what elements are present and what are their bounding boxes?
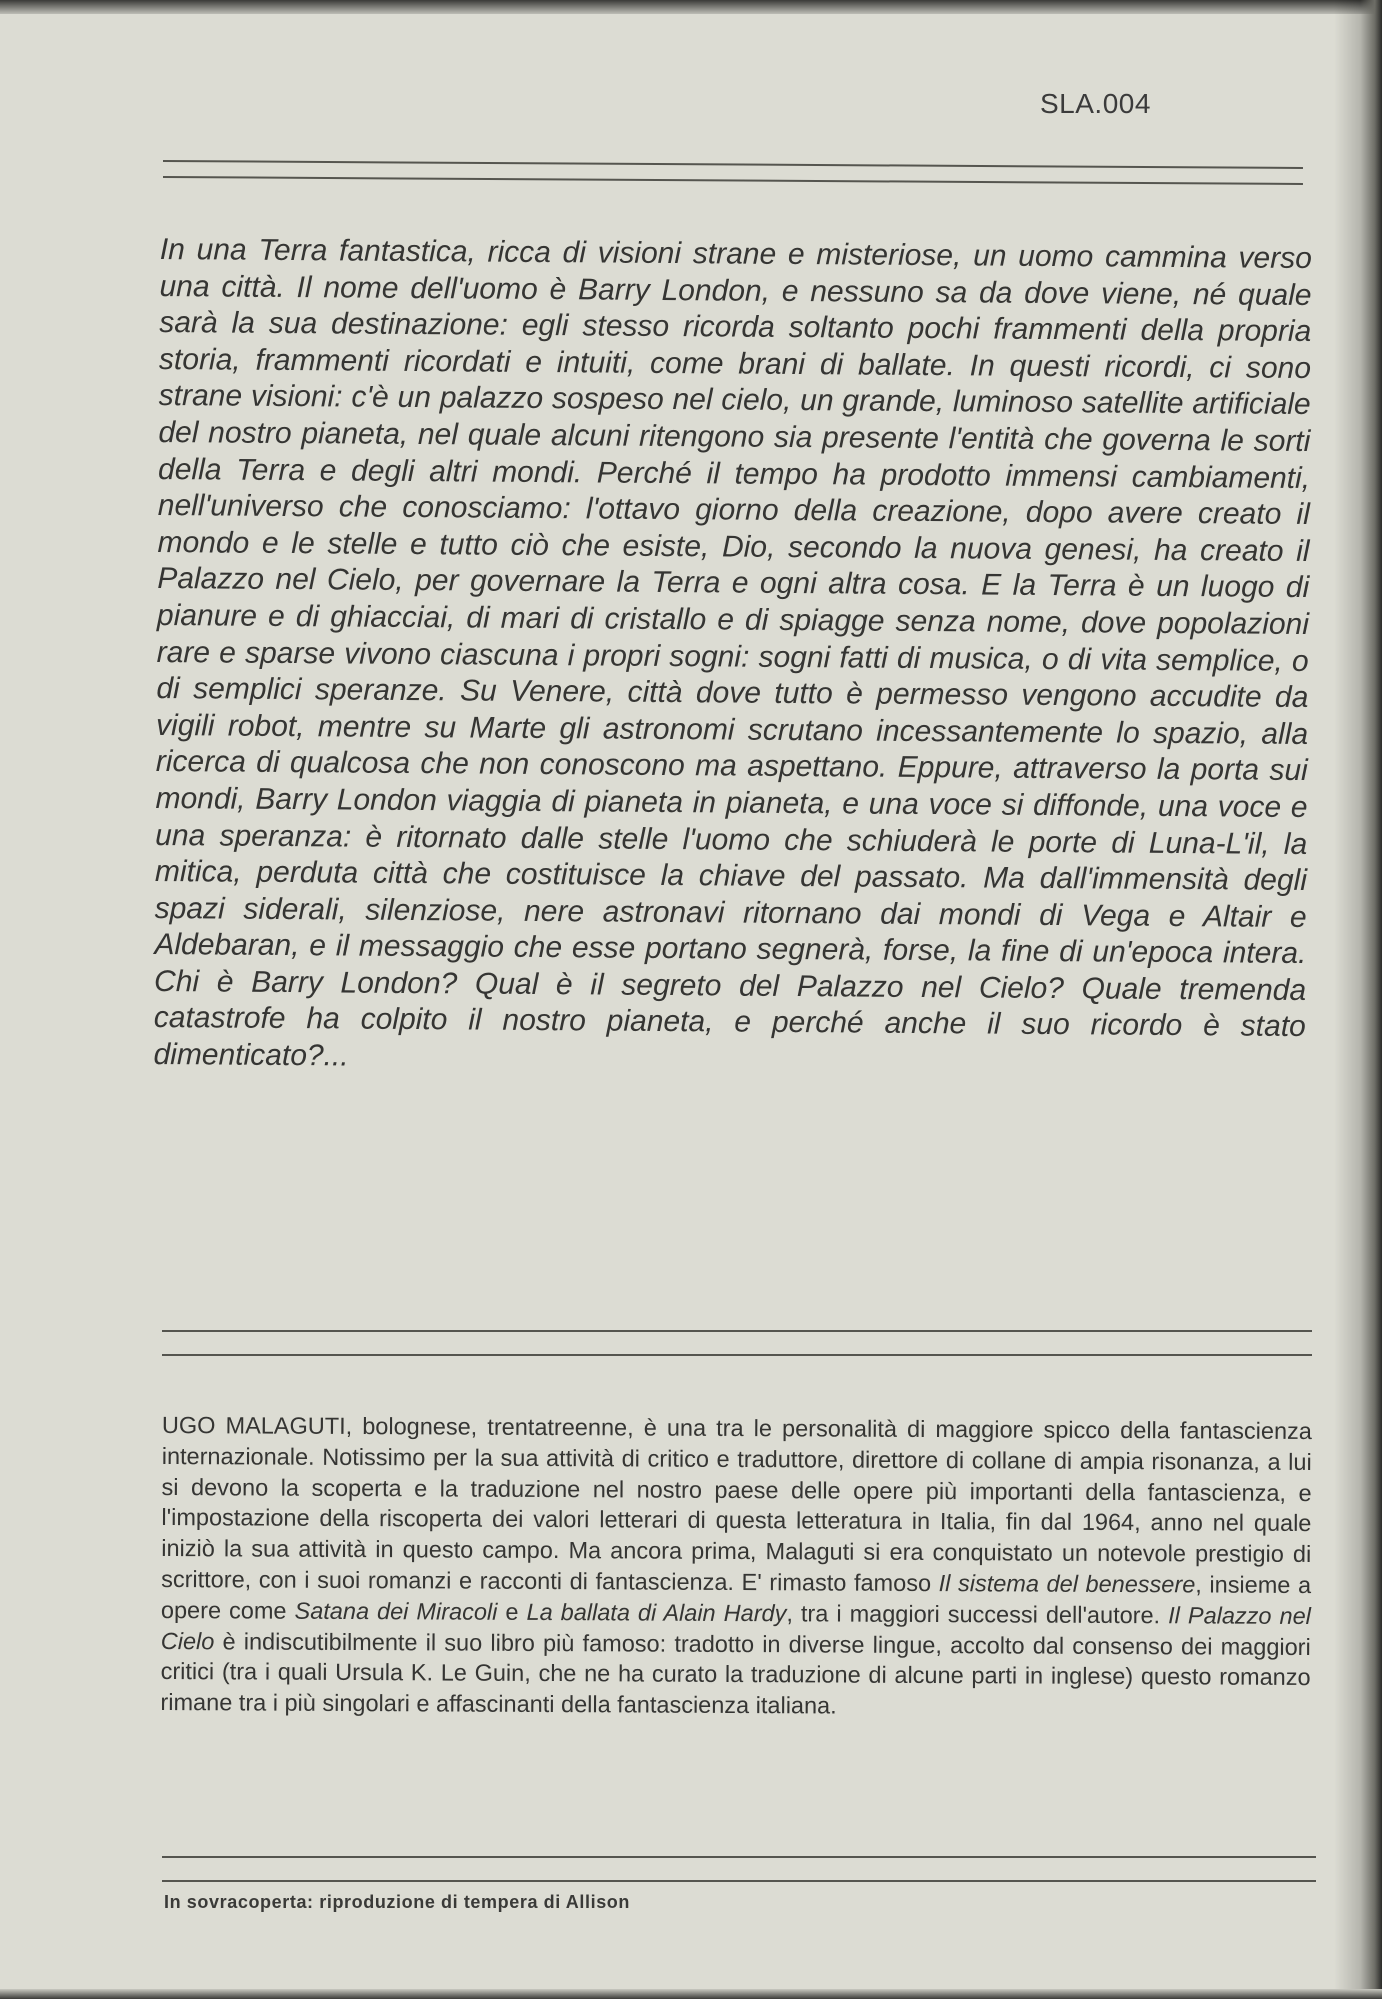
bio-title-1: Il sistema del benessere: [938, 1570, 1196, 1598]
middle-rule-2: [162, 1354, 1312, 1356]
bio-title-4: Il Palazzo nel Cielo: [160, 1602, 1311, 1654]
bottom-rule-2: [162, 1880, 1316, 1882]
cover-credit: In sovracoperta: riproduzione di tempera di Allison: [164, 1892, 631, 1912]
author-bio: [160, 1410, 1312, 1724]
top-rule-1: [163, 160, 1303, 169]
bio-title-3: La ballata di Alain Hardy: [526, 1598, 787, 1627]
spine-shadow: [1334, 0, 1382, 1999]
page-bottom-edge: [0, 1989, 1382, 1999]
middle-rule-1: [162, 1330, 1312, 1332]
bottom-rule-1: [162, 1856, 1316, 1858]
bio-text-2: , insieme a opere come: [160, 1571, 1312, 1624]
bio-text-4: , tra i maggiori successi dell'autore.: [786, 1600, 1169, 1629]
synopsis-text: In una Terra fantastica, ricca di visioni strane e misteriose, un uomo cammina verso una città. Il nome dell'uomo è Barry London, e nessuno sa da dove viene, né quale sarà la sua destinazione: egli stesso ricorda soltanto pochi frammenti della propria storia, frammenti ricordati e intuiti, come brani di ballate. In questi ricordi, ci sono strane visioni: c'è un palazzo sospeso nel cielo, un grande, luminoso satellite artificiale del nostro pianeta, nel quale alcuni ritengono sia presente l'entità che governa le sorti della Terra e degli altri mondi. Perché il tempo ha prodotto immensi cambiamenti, nell'universo che conosciamo: l'ottavo giorno della creazione, dopo avere creato il mondo e le stelle e tutto ciò che esiste, Dio, secondo la nuova genesi, ha creato il Palazzo nel Cielo, per governare la Terra e ogni altra cosa. E la Terra è un luogo di pianure e di ghiacciai, di mari di cristallo e di spiagge senza nome, dove popolazioni rare e sparse vivono ciascuna i propri sogni: sogni fatti di musica, o di vita semplice, o di semplici speranze. Su Venere, città dove tutto è permesso vengono accudite da vigili robot, mentre su Marte gli astronomi scrutano incessantemente lo spazio, alla ricerca di qualcosa che non conoscono ma aspettano. Eppure, attraverso la porta sui mondi, Barry London viaggia di pianeta in pianeta, e una voce si diffonde, una voce e una speranza: è ritornato dalle stelle l'uomo che schiuderà le porte di Luna-L'il, la mitica, perduta città che costituisce la chiave del passato. Ma dall'immensità degli spazi siderali, silenziose, nere astronavi ritornano dai mondi di Vega e Altair e Aldebaran, e il messaggio che esse portano segnerà, forse, la fine di un'epoca intera. Chi è Barry London? Qual è il segreto del Palazzo nel Cielo? Quale tremenda catastrofe ha colpito il nostro pianeta, e perché anche il suo ricordo è stato dimenticato?...: [153, 232, 1312, 1073]
bio-title-2: Satana dei Miracoli: [294, 1597, 498, 1625]
bio-text-1: UGO MALAGUTI, bolognese, trentatreenne, è una tra le personalità di maggiore spicco della fantascienza internazionale. Notissimo per la sua attività di critico e traduttore, direttore di collane di ampia risonanza, a lui si devono la scoperta e la traduzione nel nostro paese delle opere più importanti della fantascienza, e l'impostazione della riscoperta dei valori letterari di questa letteratura in Italia, fin dal 1964, anno nel quale iniziò la sua attività in questo campo. Ma ancora prima, Malaguti si era conquistato un notevole prestigio di scrittore, con i suoi romanzi e racconti di fantascienza. E' rimasto famoso: [161, 1412, 1312, 1597]
bio-text-5: è indiscutibilmente il suo libro più famoso: tradotto in diverse lingue, accolto dal consenso dei maggiori critici (tra i quali Ursula K. Le Guin, che ne ha curato la traduzione di alcune parti in inglese) questo romanzo rimane tra i più singolari e affascinanti della fantascienza italiana.: [160, 1627, 1311, 1719]
catalog-code: SLA.004: [1040, 88, 1151, 119]
page-top-edge: [0, 0, 1382, 14]
bio-text-3: e: [497, 1598, 527, 1625]
top-rule-2: [163, 176, 1303, 185]
